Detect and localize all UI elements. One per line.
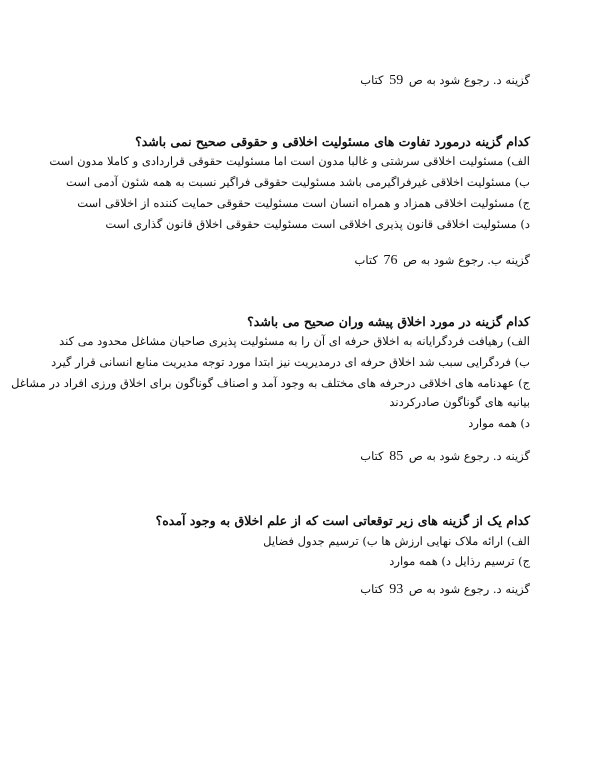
option-line: ج) مسئولیت اخلاقی همزاد و همراه انسان است مسئولیت حقوقی حمایت کننده از اخلاقی است	[77, 196, 530, 210]
answer-line	[60, 72, 530, 89]
answer-page-number: 59	[389, 73, 404, 88]
answer-suffix: کتاب	[360, 582, 384, 596]
question-title: کدام یک از گزینه های زیر توقعاتی است که از علم اخلاق به وجود آمده؟	[155, 513, 530, 528]
answer-prefix: گزینه د. رجوع شود به ص	[408, 73, 530, 87]
answer-suffix: کتاب	[360, 73, 384, 87]
answer-line	[60, 448, 530, 465]
answer-page-number: 93	[389, 582, 404, 597]
option-line: الف) ارائه ملاک نهایی ارزش ها ب) ترسیم جدول فضایل	[263, 534, 530, 548]
answer-line	[60, 252, 530, 269]
answer-prefix: گزینه د. رجوع شود به ص	[408, 582, 530, 596]
option-line: الف) رهیافت فردگرایانه به اخلاق حرفه ای آن را به مسئولیت پذیری صاحیان مشاغل محدود می کند	[59, 334, 530, 348]
answer-page-number: 76	[383, 253, 398, 268]
option-line: ب) مسئولیت اخلاقی غیرفراگیرمی باشد مسئولیت حقوقی فراگیر نسبت به همه شئون آدمی است	[66, 175, 530, 189]
answer-line	[60, 581, 530, 598]
option-line: الف) مسئولیت اخلاقی سرشتی و غالبا مدون است اما مسئولیت حقوقی قراردادی و کاملا مدون است	[49, 154, 530, 168]
answer-suffix: کتاب	[360, 449, 384, 463]
question-title: کدام گزینه درمورد تفاوت های مسئولیت اخلاقی و حقوقی صحیح نمی باشد؟	[135, 134, 530, 149]
answer-page-number: 85	[389, 449, 404, 464]
answer-prefix: گزینه د. رجوع شود به ص	[408, 449, 530, 463]
option-line: بیانیه های گوناگون صادرکردند	[389, 395, 530, 409]
option-line: ج) ترسیم رذایل د) همه موارد	[389, 554, 530, 568]
option-line: د) مسئولیت اخلاقی قانون پذیری اخلاقی است مسئولیت حقوقی اخلاق قانون گذاری است	[105, 217, 530, 231]
option-line: ج) عهدنامه های اخلاقی درحرفه های مختلف به وجود آمد و اصناف گوناگون برای اخلاق ورزی افراد در مشاغل	[11, 376, 530, 390]
question-title: کدام گزینه در مورد اخلاق پیشه وران صحیح می باشد؟	[247, 314, 530, 329]
option-line: ب) فردگرایی سبب شد اخلاق حرفه ای درمدیریت نیز ابتدا مورد توجه مدیریت منابع انسانی قرار گیرد	[51, 355, 530, 369]
answer-suffix: کتاب	[354, 253, 378, 267]
answer-prefix: گزینه ب. رجوع شود به ص	[403, 253, 530, 267]
option-line: د) همه موارد	[468, 416, 530, 430]
